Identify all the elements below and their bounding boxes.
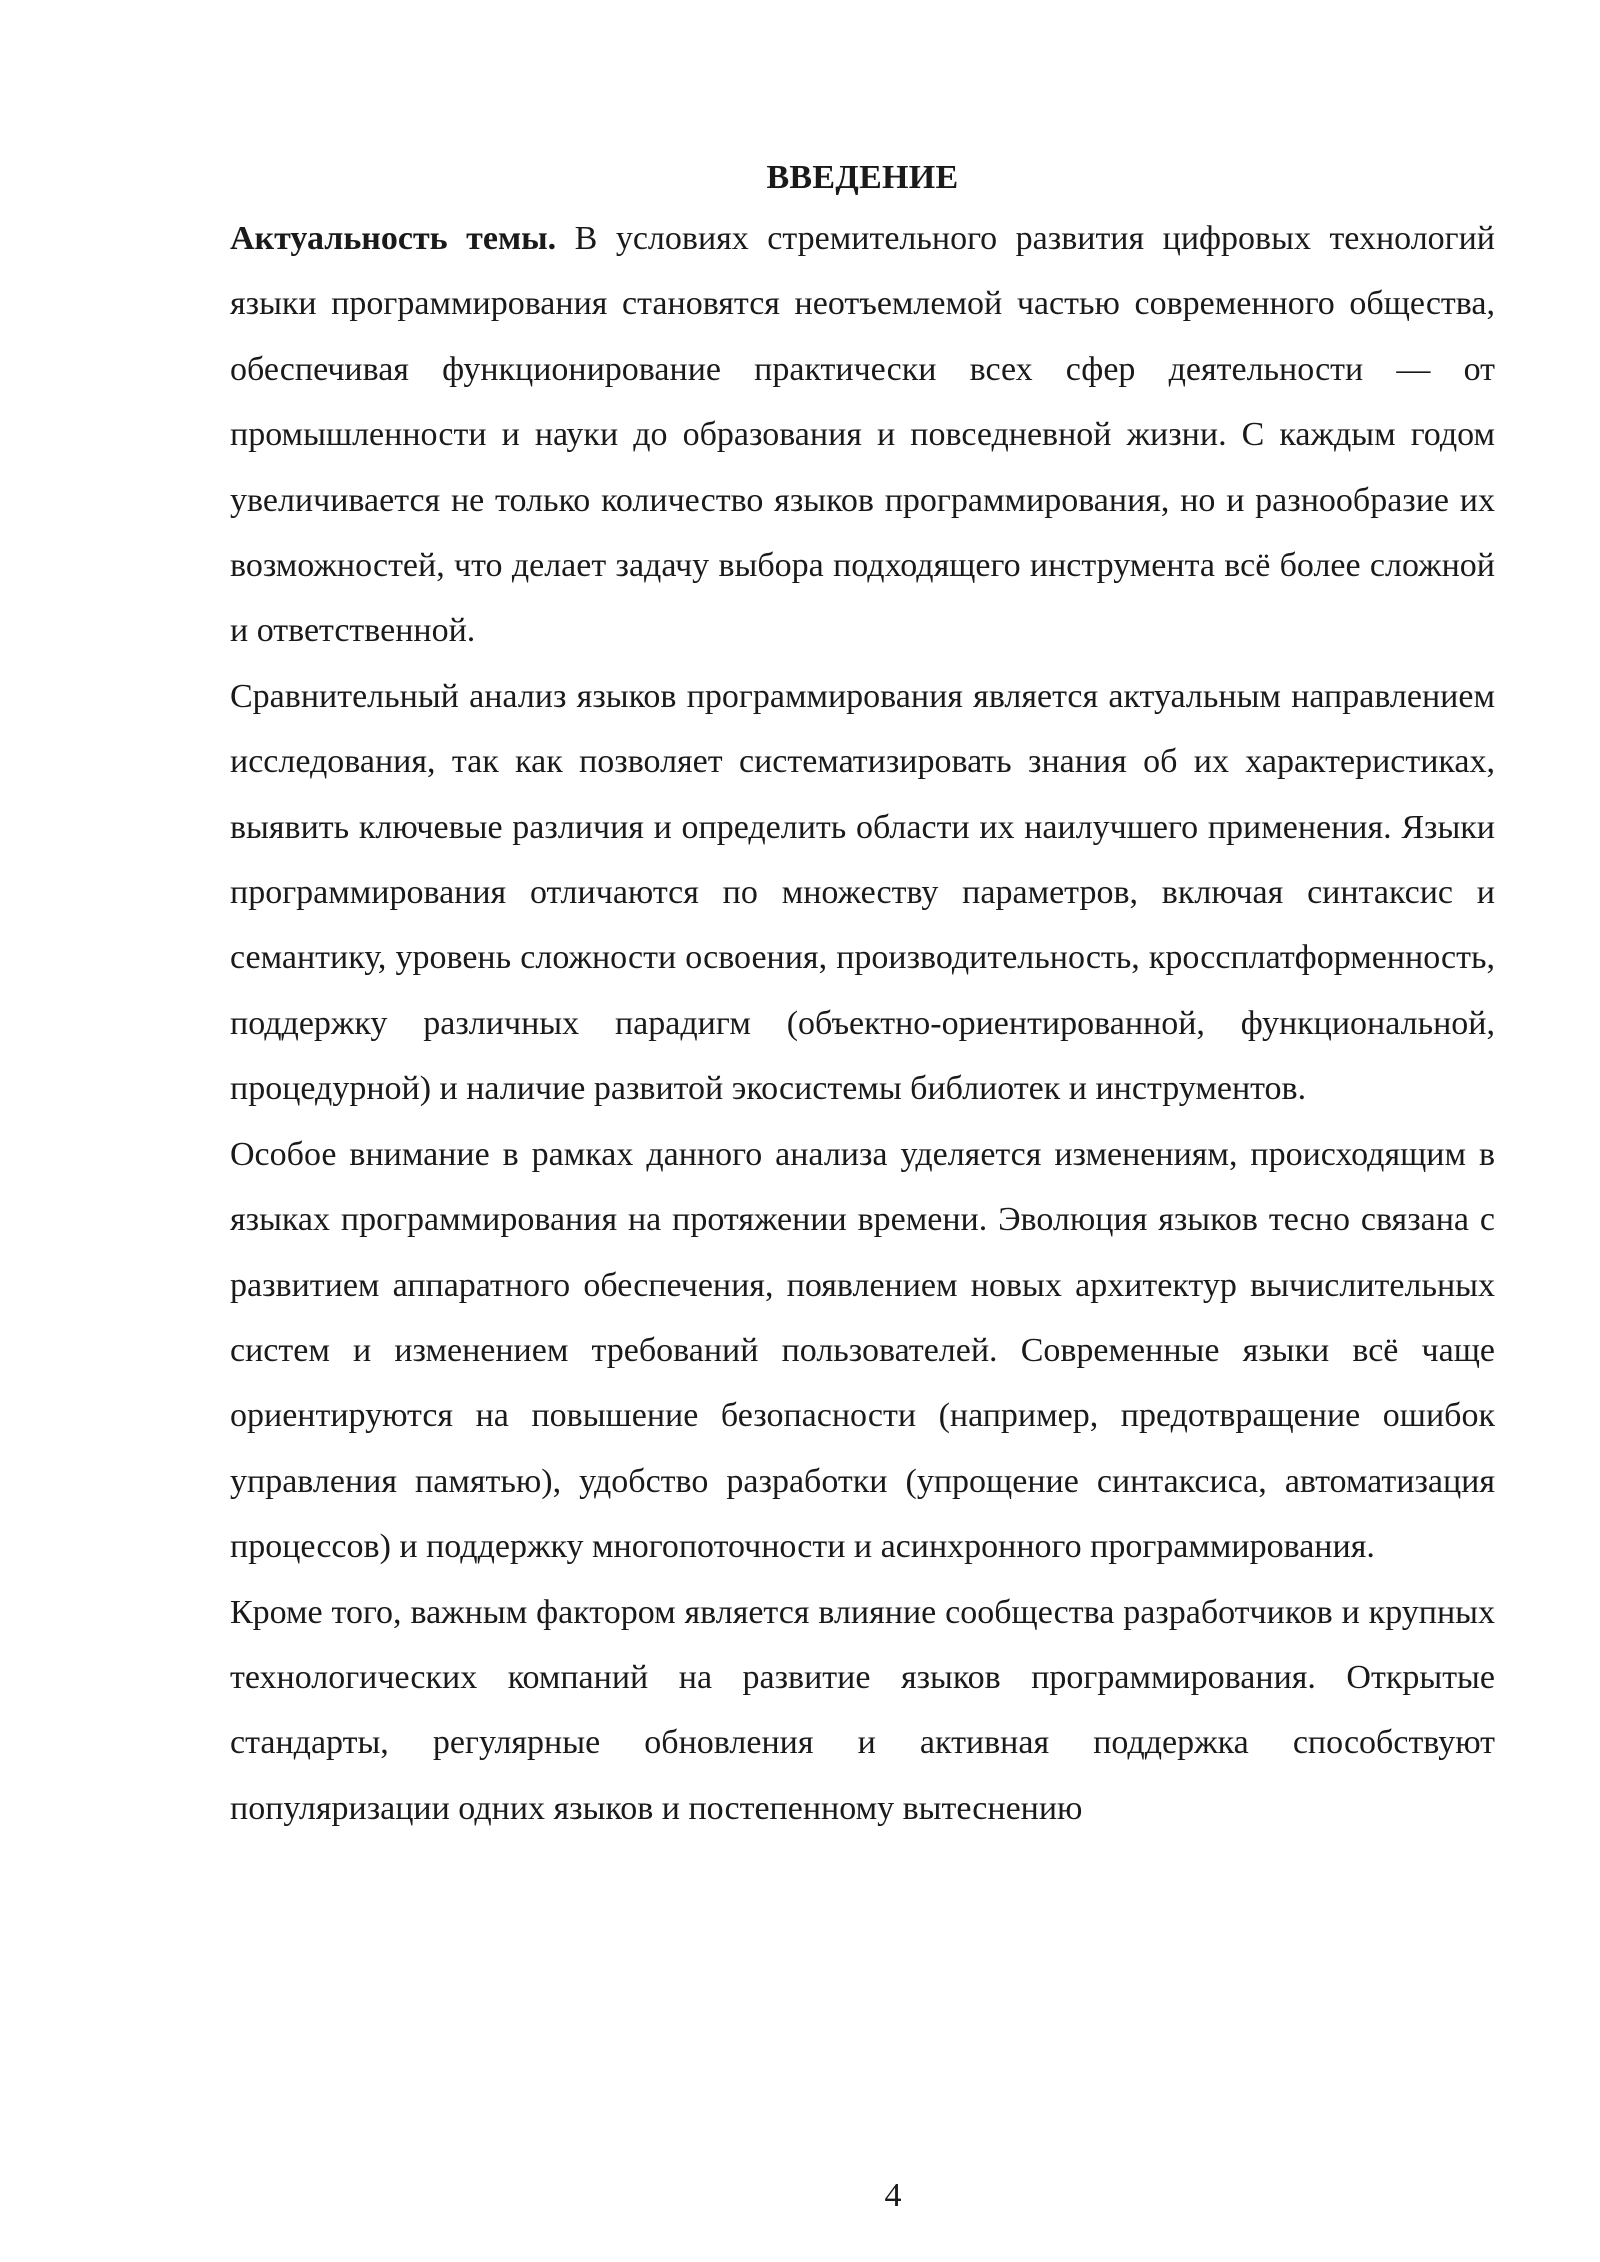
page-number bbox=[93, 2176, 1600, 2216]
paragraph-lead: Актуальность темы. bbox=[230, 220, 557, 257]
paragraph-community bbox=[230, 1580, 1495, 1842]
paragraph-text: Кроме того, важным фактором является влияние сообщества разработчиков и крупных технологических компаний на развитие языков программирования. Открытые стандарты, регулярные обновления и активная поддержка способствуют популяризации одних языков и постепенному вытеснению bbox=[230, 1593, 1495, 1827]
paragraph-text: В условиях стремительного развития цифровых технологий языки программирования становятся неотъемлемой частью современного общества, обеспечивая функционирование практически всех сфер деятельности — от промышленности и науки до образования и повседневной жизни. С каждым годом увеличивается не только количество языков программирования, но и разнообразие их возможностей, что делает задачу выбора подходящего инструмента всё более сложной и ответственной. bbox=[230, 220, 1495, 650]
page-content bbox=[230, 150, 1495, 1841]
paragraph-relevance bbox=[230, 206, 1495, 664]
section-heading: ВВЕДЕНИЕ bbox=[766, 159, 959, 196]
page-number-text: 4 bbox=[884, 2177, 902, 2214]
paragraph-comparative-analysis bbox=[230, 664, 1495, 1122]
paragraph-text: Сравнительный анализ языков программирования является актуальным направлением исследования, так как позволяет систематизировать знания об их характеристиках, выявить ключевые различия и определить области их наилучшего применения. Языки программирования отличаются по множеству параметров, включая синтаксис и семантику, уровень сложности освоения, производительность, кроссплатформенность, поддержку различных парадигм (объектно-ориентированной, функциональной, процедурной) и наличие развитой экосистемы библиотек и инструментов. bbox=[230, 677, 1495, 1108]
paragraph-evolution bbox=[230, 1122, 1495, 1580]
paragraph-text: Особое внимание в рамках данного анализа уделяется изменениям, происходящим в языках программирования на протяжении времени. Эволюция языков тесно связана с развитием аппаратного обеспечения, появлением новых архитектур вычислительных систем и изменением требований пользователей. Современные языки всё чаще ориентируются на повышение безопасности (например, предотвращение ошибок управления памятью), удобство разработки (упрощение синтаксиса, автоматизация процессов) и поддержку многопоточности и асинхронного программирования. bbox=[230, 1135, 1495, 1566]
